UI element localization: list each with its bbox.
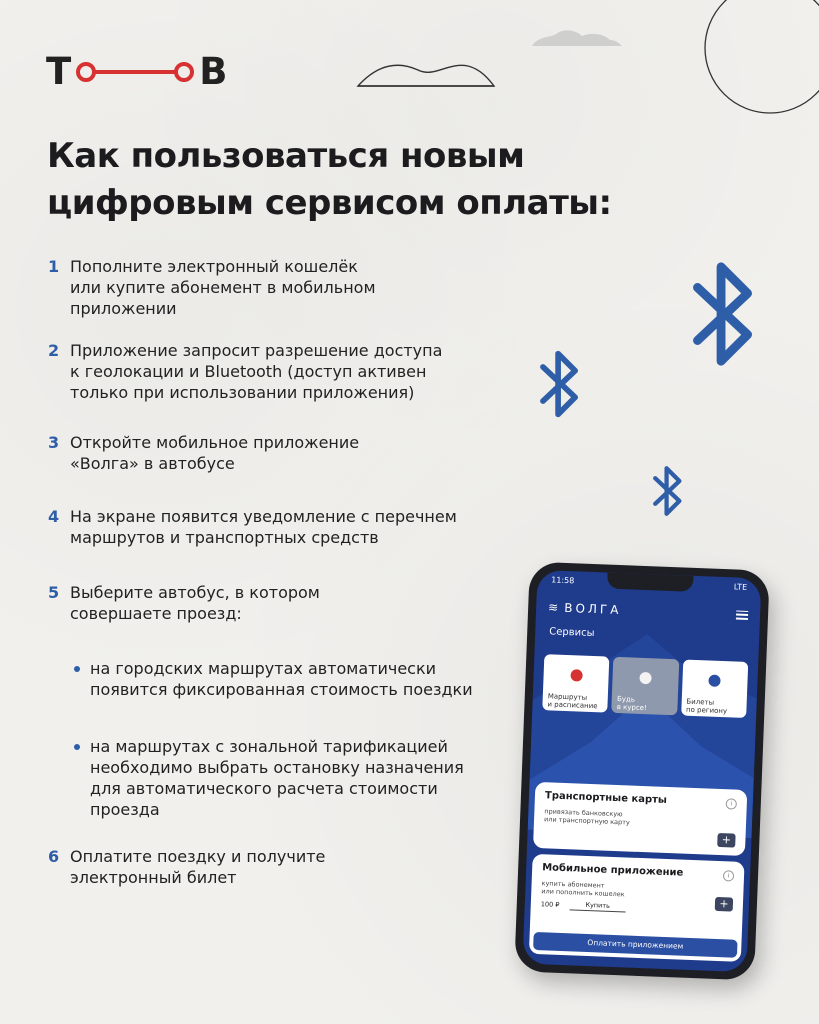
price-value: 100 ₽ [540, 900, 560, 909]
bullet-1 [74, 658, 473, 700]
bluetooth-icon [536, 348, 584, 420]
phone-mockup [514, 562, 770, 981]
cloud-icon [528, 26, 624, 48]
step-number: 6 [48, 847, 60, 866]
logo-letter-t: Т [46, 50, 72, 93]
logo-letter-v: В [199, 50, 228, 93]
megaphone-icon [639, 672, 651, 684]
map-pin-icon [570, 669, 582, 681]
logo-connector-icon [74, 60, 196, 84]
tile-label: Будь в курсе! [616, 694, 648, 713]
step-6 [48, 846, 325, 888]
add-card-button[interactable]: + [717, 833, 736, 848]
page-title: Как пользоваться новым цифровым сервисом оплаты: [47, 136, 612, 223]
bullet-2 [74, 736, 464, 820]
add-funds-button[interactable]: + [715, 897, 734, 912]
card-title: Транспортные карты [544, 790, 668, 806]
logo [46, 50, 228, 93]
bluetooth-icon [688, 258, 760, 370]
tile-label: Маршруты и расписание [547, 692, 598, 711]
buy-link[interactable]: Купить [569, 900, 626, 912]
step-5 [48, 582, 320, 624]
step-1 [48, 256, 376, 319]
bus-icon [709, 675, 721, 687]
hills-line-icon [356, 56, 496, 88]
step-2 [48, 340, 442, 403]
app-brand [548, 600, 622, 617]
step-text: Выберите автобус, в котором совершаете проезд: [70, 583, 320, 623]
step-text: Приложение запросит разрешение доступа к геолокации и Bluetooth (доступ активен только при использовании приложения) [70, 341, 443, 402]
bullet-dot [74, 744, 80, 750]
services-title: Сервисы [549, 626, 595, 640]
step-number: 1 [48, 257, 60, 276]
app-brand-name: ВОЛГА [563, 600, 622, 618]
bullet-text: на маршрутах с зональной тарификацией необходимо выбрать остановку назначения для автоматического расчета стоимости проезда [90, 737, 464, 819]
step-text: Откройте мобильное приложение «Волга» в автобусе [70, 433, 360, 473]
phone-screen [523, 570, 762, 972]
waves-icon: ≋ [547, 600, 562, 615]
card-subtitle: купить абонемент или пополнить кошелек [541, 879, 625, 899]
status-time: 11:58 [551, 575, 575, 586]
bullet-text: на городских маршрутах автоматически появится фиксированная стоимость поездки [90, 659, 473, 699]
step-number: 3 [48, 433, 60, 452]
bluetooth-icon [650, 464, 686, 518]
info-icon[interactable]: i [723, 870, 734, 881]
step-text: Пополните электронный кошелёк или купите абонемент в мобильном приложении [70, 257, 376, 318]
tile-news[interactable] [612, 657, 679, 715]
tile-label: Билеты по региону [685, 697, 728, 716]
status-network: LTE [733, 582, 748, 592]
step-number: 5 [48, 583, 60, 602]
step-text: Оплатите поездку и получите электронный билет [70, 847, 326, 887]
step-number: 4 [48, 507, 60, 526]
circle-outline-icon [700, 0, 819, 120]
tile-tickets[interactable] [681, 659, 748, 717]
card-subtitle: привязать банковскую или транспортную карту [543, 807, 631, 827]
transport-cards-card[interactable] [533, 782, 747, 856]
tile-routes[interactable] [542, 654, 609, 712]
bullet-dot [74, 666, 80, 672]
price-row [541, 899, 733, 916]
app-header [548, 600, 748, 622]
pay-with-app-button[interactable]: Оплатить приложением [533, 932, 738, 958]
service-tiles [542, 654, 748, 718]
step-3 [48, 432, 359, 474]
step-4 [48, 506, 457, 548]
card-title: Мобильное приложение [542, 862, 684, 879]
menu-icon[interactable] [736, 610, 748, 619]
info-icon[interactable]: i [726, 798, 737, 809]
step-number: 2 [48, 341, 60, 360]
step-text: На экране появится уведомление с перечнем маршрутов и транспортных средств [70, 507, 457, 547]
